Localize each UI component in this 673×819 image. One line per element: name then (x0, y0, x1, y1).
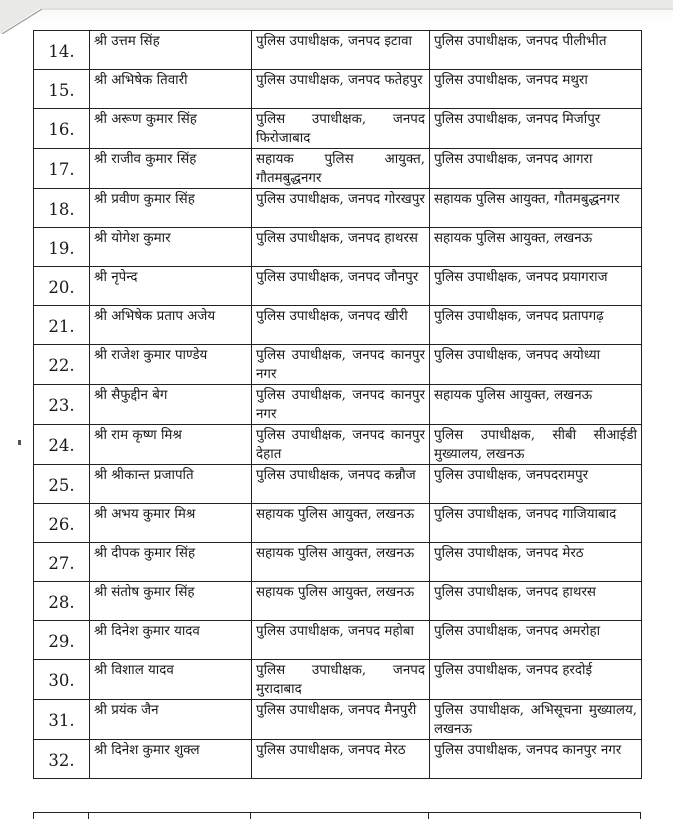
serial-number: 19. (34, 228, 90, 267)
new-posting: पुलिस उपाधीक्षक, जनपद मथुरा (430, 70, 642, 109)
current-posting: पुलिस उपाधीक्षक, जनपद मुरादाबाद (252, 660, 430, 700)
officer-name: श्री विशाल यादव (90, 660, 252, 700)
new-posting: पुलिस उपाधीक्षक, जनपद अयोध्या (430, 345, 642, 385)
table-row (34, 465, 642, 504)
officer-name: श्री दीपक कुमार सिंह (90, 543, 252, 582)
table-row (34, 385, 642, 425)
table-row (34, 267, 642, 306)
page-fold-shadow (0, 0, 673, 34)
new-posting: पुलिस उपाधीक्षक, जनपद अमरोहा (430, 621, 642, 660)
serial-number: 18. (34, 189, 90, 228)
serial-number: 17. (34, 149, 90, 189)
current-posting: पुलिस उपाधीक्षक, जनपद मेरठ (252, 740, 430, 779)
officer-name: श्री श्रीकान्त प्रजापति (90, 465, 252, 504)
current-posting: पुलिस उपाधीक्षक, जनपद महोबा (252, 621, 430, 660)
officer-name: श्री योगेश कुमार (90, 228, 252, 267)
serial-number: 15. (34, 70, 90, 109)
current-posting: पुलिस उपाधीक्षक, जनपद इटावा (252, 31, 430, 70)
officer-name: श्री अरूण कुमार सिंह (90, 109, 252, 149)
current-posting: पुलिस उपाधीक्षक, जनपद फतेहपुर (252, 70, 430, 109)
current-posting: पुलिस उपाधीक्षक, जनपद कानपुर नगर (252, 385, 430, 425)
table-row (34, 149, 642, 189)
new-posting: पुलिस उपाधीक्षक, जनपद मिर्जापुर (430, 109, 642, 149)
table-row (34, 345, 642, 385)
officer-name: श्री प्रयंक जैन (90, 700, 252, 740)
current-posting: पुलिस उपाधीक्षक, जनपद कानपुर देहात (252, 425, 430, 465)
current-posting: पुलिस उपाधीक्षक, जनपद कन्नौज (252, 465, 430, 504)
table-row (34, 621, 642, 660)
current-posting: सहायक पुलिस आयुक्त, लखनऊ (252, 504, 430, 543)
new-posting: पुलिस उपाधीक्षक, जनपद आगरा (430, 149, 642, 189)
table-row (34, 582, 642, 621)
table-row (34, 306, 642, 345)
new-posting: पुलिस उपाधीक्षक, जनपद मेरठ (430, 543, 642, 582)
new-posting: पुलिस उपाधीक्षक, सीबी सीआईडी मुख्यालय, लखनऊ (430, 425, 642, 465)
table-row (34, 109, 642, 149)
table-row (34, 700, 642, 740)
table-row (34, 504, 642, 543)
serial-number: 31. (34, 700, 90, 740)
new-posting: पुलिस उपाधीक्षक, जनपदरामपुर (430, 465, 642, 504)
serial-number: 30. (34, 660, 90, 700)
table-row (34, 543, 642, 582)
serial-number: 21. (34, 306, 90, 345)
current-posting: पुलिस उपाधीक्षक, जनपद जौनपुर (252, 267, 430, 306)
table-row (34, 228, 642, 267)
table-row (34, 660, 642, 700)
officer-name: श्री अभिषेक तिवारी (90, 70, 252, 109)
new-posting: सहायक पुलिस आयुक्त, लखनऊ (430, 228, 642, 267)
new-posting: पुलिस उपाधीक्षक, जनपद कानपुर नगर (430, 740, 642, 779)
officer-name: श्री राम कृष्ण मिश्र (90, 425, 252, 465)
officer-name: श्री दिनेश कुमार शुक्ल (90, 740, 252, 779)
new-posting: पुलिस उपाधीक्षक, अभिसूचना मुख्यालय, लखनऊ (430, 700, 642, 740)
new-posting: पुलिस उपाधीक्षक, जनपद प्रयागराज (430, 267, 642, 306)
current-posting: सहायक पुलिस आयुक्त, लखनऊ (252, 582, 430, 621)
officer-name: श्री उत्तम सिंह (90, 31, 252, 70)
serial-number: 22. (34, 345, 90, 385)
transfer-table (33, 30, 642, 779)
table-row (34, 70, 642, 109)
table-row (34, 189, 642, 228)
serial-number: 14. (34, 31, 90, 70)
current-posting: पुलिस उपाधीक्षक, जनपद खीरी (252, 306, 430, 345)
officer-name: श्री राजीव कुमार सिंह (90, 149, 252, 189)
new-posting: पुलिस उपाधीक्षक, जनपद हाथरस (430, 582, 642, 621)
officer-name: श्री प्रवीण कुमार सिंह (90, 189, 252, 228)
current-posting: सहायक पुलिस आयुक्त, लखनऊ (252, 543, 430, 582)
table-row (34, 425, 642, 465)
serial-number: 20. (34, 267, 90, 306)
serial-number: 25. (34, 465, 90, 504)
serial-number: 28. (34, 582, 90, 621)
margin-mark (18, 440, 21, 445)
officer-name: श्री दिनेश कुमार यादव (90, 621, 252, 660)
serial-number: 23. (34, 385, 90, 425)
current-posting: सहायक पुलिस आयुक्त, गौतमबुद्धनगर (252, 149, 430, 189)
officer-name: श्री अभिषेक प्रताप अजेय (90, 306, 252, 345)
current-posting: पुलिस उपाधीक्षक, जनपद गोरखपुर (252, 189, 430, 228)
current-posting: पुलिस उपाधीक्षक, जनपद कानपुर नगर (252, 345, 430, 385)
serial-number: 24. (34, 425, 90, 465)
table-row (34, 740, 642, 779)
officer-name: श्री संतोष कुमार सिंह (90, 582, 252, 621)
officer-name: श्री अभय कुमार मिश्र (90, 504, 252, 543)
serial-number: 32. (34, 740, 90, 779)
new-posting: पुलिस उपाधीक्षक, जनपद प्रतापगढ़ (430, 306, 642, 345)
current-posting: पुलिस उपाधीक्षक, जनपद मैनपुरी (252, 700, 430, 740)
new-posting: पुलिस उपाधीक्षक, जनपद पीलीभीत (430, 31, 642, 70)
current-posting: पुलिस उपाधीक्षक, जनपद फिरोजाबाद (252, 109, 430, 149)
serial-number: 26. (34, 504, 90, 543)
transfer-table-body (34, 31, 642, 779)
serial-number: 16. (34, 109, 90, 149)
new-posting: पुलिस उपाधीक्षक, जनपद हरदोई (430, 660, 642, 700)
serial-number: 27. (34, 543, 90, 582)
serial-number: 29. (34, 621, 90, 660)
table-row (34, 31, 642, 70)
new-posting: पुलिस उपाधीक्षक, जनपद गाजियाबाद (430, 504, 642, 543)
officer-name: श्री सैफुद्दीन बेग (90, 385, 252, 425)
new-posting: सहायक पुलिस आयुक्त, लखनऊ (430, 385, 642, 425)
new-posting: सहायक पुलिस आयुक्त, गौतमबुद्धनगर (430, 189, 642, 228)
officer-name: श्री नृपेन्द (90, 267, 252, 306)
officer-name: श्री राजेश कुमार पाण्डेय (90, 345, 252, 385)
current-posting: पुलिस उपाधीक्षक, जनपद हाथरस (252, 228, 430, 267)
